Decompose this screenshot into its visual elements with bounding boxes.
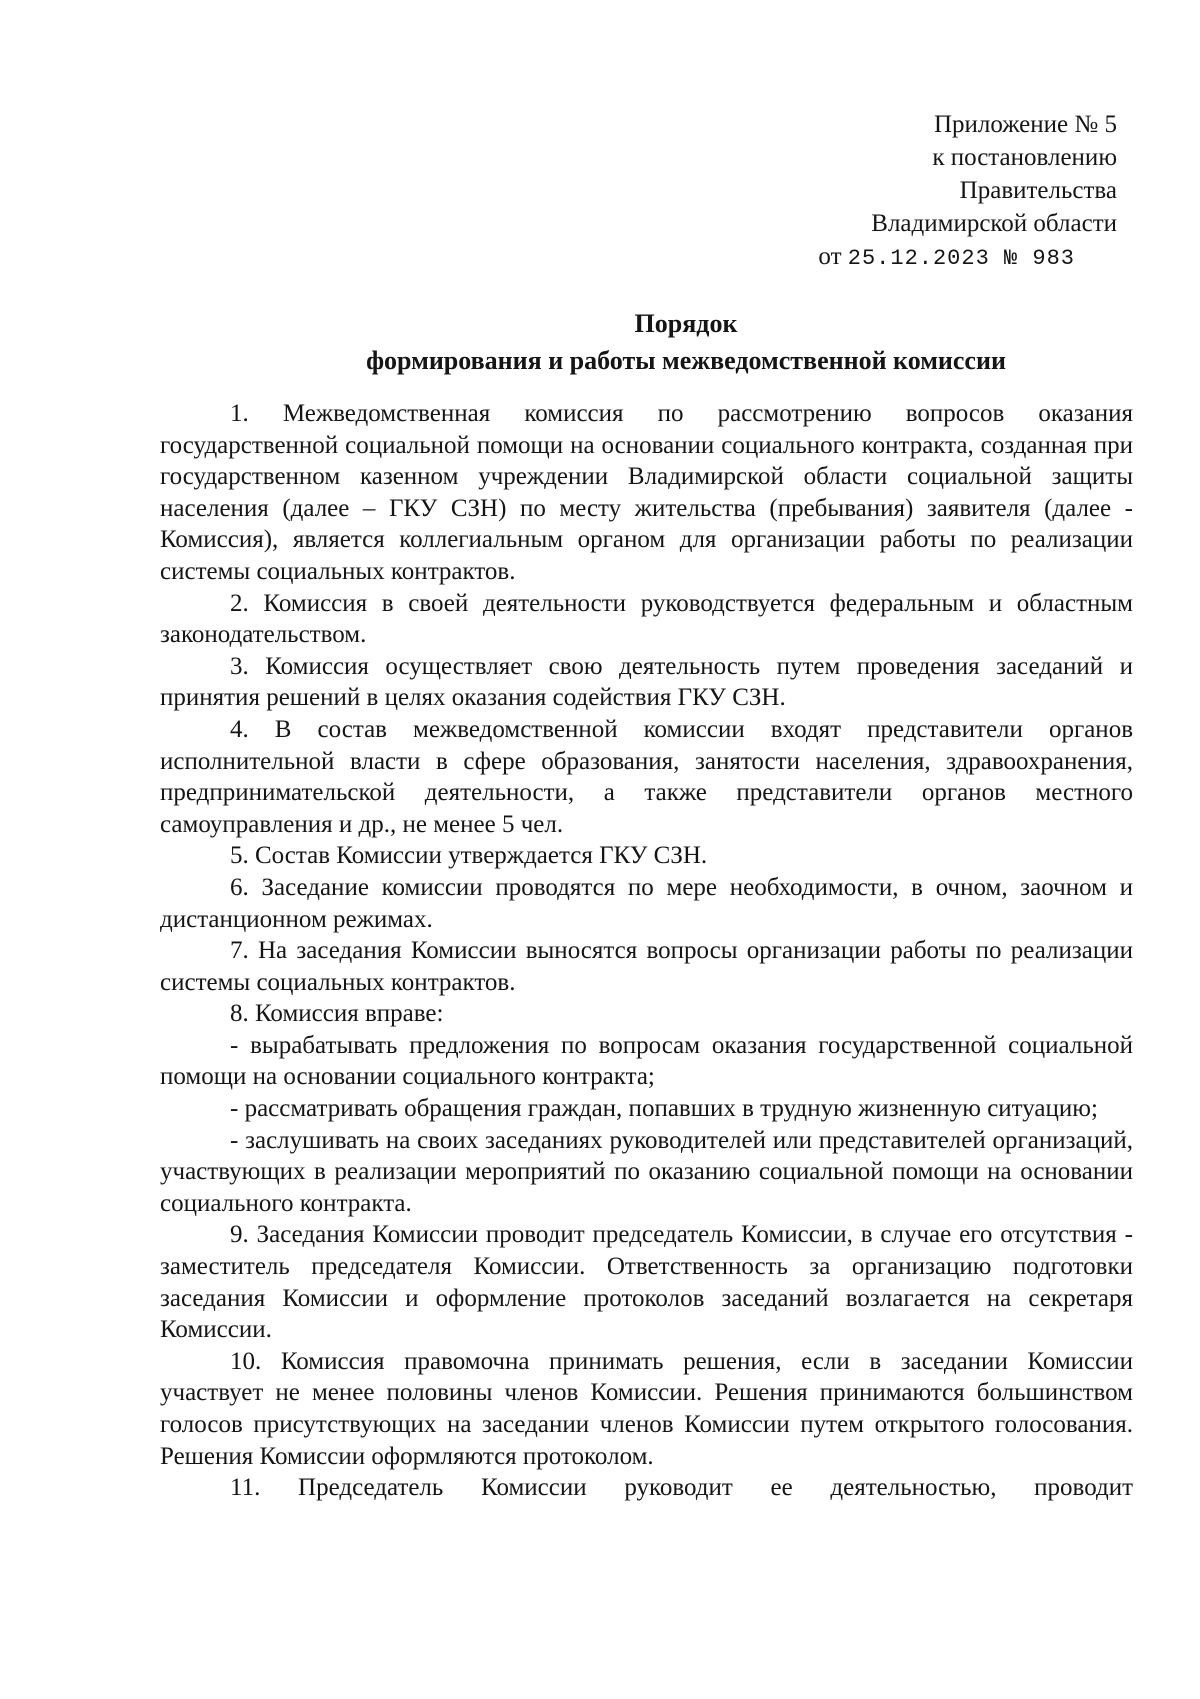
paragraph: 6. Заседание комиссии проводятся по мере необходимости, в очном, заочном и дистанционном режимах.	[160, 873, 1133, 933]
paragraph: 11. Председатель Комиссии руководит ее деятельностью, проводит	[230, 1474, 1133, 1502]
paragraph: 1. Межведомственная комиссия по рассмотрению вопросов оказания государственной социальной помощи на основании социального контракта, созданная при государственном казенном учреждении Владимирской области социальной защиты населения (далее – ГКУ СЗН) по месту жительства (пребывания) заявителя (далее - Комиссия), является коллегиальным органом для организации работы по реализации системы социальных контрактов.	[160, 400, 1133, 585]
paragraph: 10. Комиссия правомочна принимать решения, если в заседании Комиссии участвует не менее половины членов Комиссии. Решения принимаются большинством голосов присутствующих на заседании членов Комиссии путем открытого голосования. Решения Комиссии оформляются протоколом.	[160, 1347, 1133, 1470]
paragraph: 7. На заседания Комиссии выносятся вопросы организации работы по реализации системы социальных контрактов.	[160, 937, 1133, 996]
appendix-region: Владимирской области	[871, 210, 1117, 237]
paragraph: 8. Комиссия вправе:	[230, 1000, 444, 1028]
paragraph: 2. Комиссия в своей деятельности руководствуется федеральным и областным законодательством.	[160, 589, 1133, 649]
list-item: - рассматривать обращения граждан, попавших в трудную жизненную ситуацию;	[230, 1095, 1098, 1123]
resolution-date-number: 25.12.2023 № 983	[847, 246, 1075, 271]
list-item: - заслушивать на своих заседаниях руководителей или представителей организаций, участвующих в реализации мероприятий по оказанию социальной помощи на основании социального контракта.	[160, 1126, 1133, 1217]
title-line-1: Порядок	[634, 309, 738, 338]
document-body	[160, 398, 1133, 1504]
appendix-date-line	[697, 240, 1117, 275]
appendix-header	[697, 108, 1117, 275]
appendix-number: Приложение № 5	[933, 111, 1117, 138]
date-prefix: от	[818, 243, 848, 270]
paragraph: 9. Заседания Комиссии проводит председатель Комиссии, в случае его отсутствия - заместитель председателя Комиссии. Ответственность за организацию подготовки заседания Комиссии и оформление протоколов заседаний возлагается на секретаря Комиссии.	[160, 1221, 1133, 1344]
paragraph: 3. Комиссия осуществляет свою деятельность путем проведения заседаний и принятия решений в целях оказания содействия ГКУ СЗН.	[160, 652, 1133, 712]
paragraph: 4. В состав межведомственной комиссии входят представители органов исполнительной власти в сфере образования, занятости населения, здравоохранения, предпринимательской деятельности, а также представители органов местного самоуправления и др., не менее 5 чел.	[160, 715, 1133, 838]
list-item: - вырабатывать предложения по вопросам оказания государственной социальной помощи на основании социального контракта;	[160, 1031, 1133, 1091]
paragraph: 5. Состав Комиссии утверждается ГКУ СЗН.	[230, 842, 708, 870]
title-line-2: формирования и работы межведомственной комиссии	[366, 346, 1006, 375]
appendix-authority: Правительства	[959, 177, 1117, 204]
appendix-reference: к постановлению	[932, 144, 1117, 171]
document-title	[150, 305, 1200, 379]
